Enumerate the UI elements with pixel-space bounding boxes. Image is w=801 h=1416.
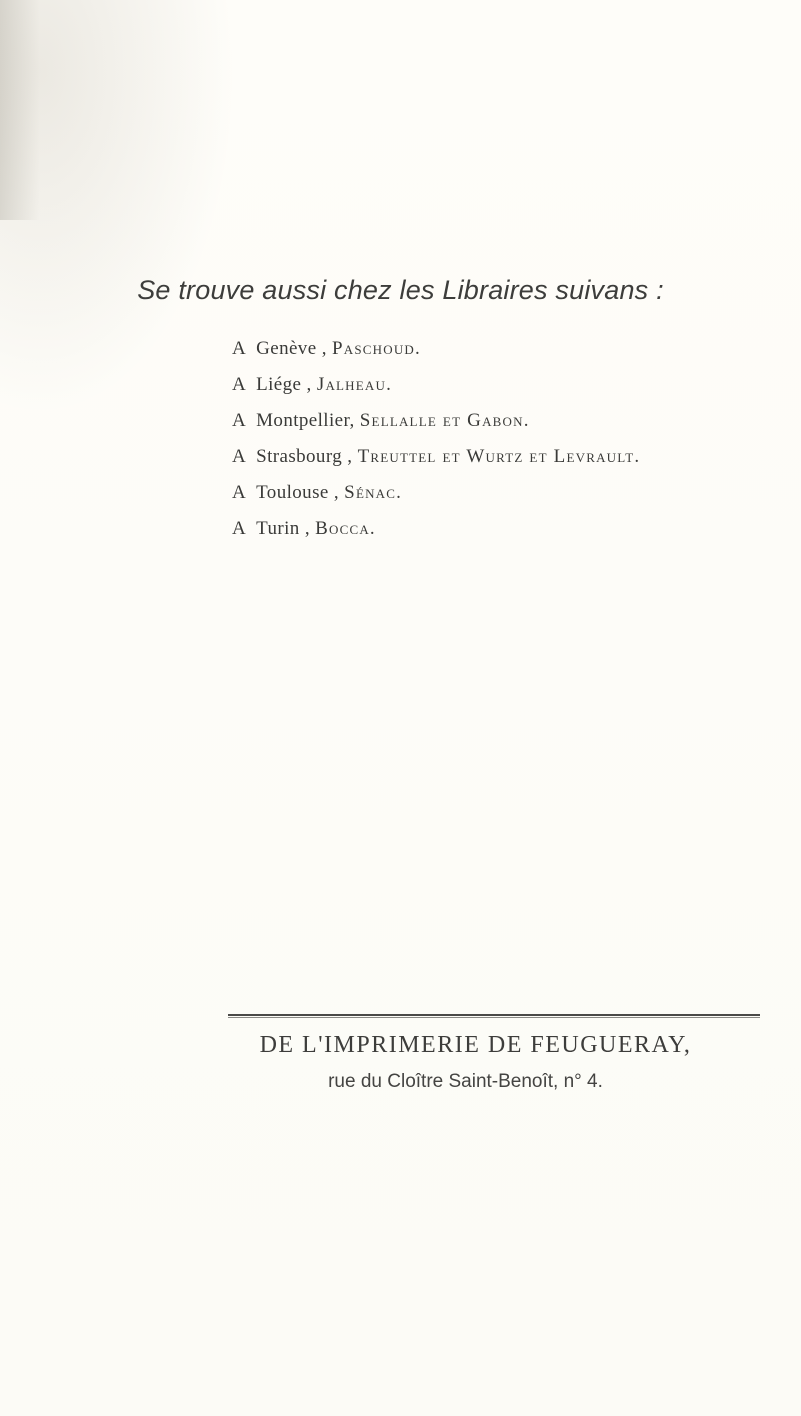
- list-item-city: Strasbourg ,: [256, 446, 353, 467]
- paper-stain: [0, 0, 40, 220]
- list-item-prefix: A: [232, 518, 247, 539]
- list-item-names: Jalheau.: [316, 374, 393, 395]
- list-item-names: Sénac.: [344, 482, 403, 503]
- printer-address: rue du Cloître Saint-Benoît, n° 4.: [328, 1071, 603, 1092]
- list-item-city: Toulouse ,: [256, 482, 340, 503]
- list-item: [232, 331, 640, 367]
- divider-rule-thin: [228, 1017, 760, 1018]
- list-item: [232, 367, 640, 403]
- list-item: [232, 403, 640, 439]
- list-item-prefix: A: [232, 338, 247, 359]
- bookseller-list: [232, 331, 640, 547]
- list-item-prefix: A: [232, 482, 247, 503]
- list-item-prefix: A: [232, 410, 247, 431]
- list-item-city: Liége ,: [256, 374, 312, 395]
- list-item-city: Turin ,: [256, 518, 310, 539]
- list-item-city: Montpellier,: [256, 410, 355, 431]
- list-item: [232, 511, 640, 547]
- list-item: [232, 475, 640, 511]
- divider-rule: [228, 1014, 760, 1016]
- list-item-names: Paschoud.: [332, 338, 421, 359]
- list-item: [232, 439, 640, 475]
- list-item-city: Genève ,: [256, 338, 327, 359]
- list-item-prefix: A: [232, 374, 247, 395]
- list-item-names: Bocca.: [315, 518, 376, 539]
- printer-imprint: DE L'IMPRIMERIE DE FEUGUERAY,: [259, 1032, 692, 1058]
- list-item-names: Sellalle et Gabon.: [359, 410, 530, 431]
- page-heading: Se trouve aussi chez les Libraires suivans :: [137, 275, 664, 305]
- list-item-prefix: A: [232, 446, 247, 467]
- list-item-names: Treuttel et Wurtz et Levrault.: [357, 446, 641, 467]
